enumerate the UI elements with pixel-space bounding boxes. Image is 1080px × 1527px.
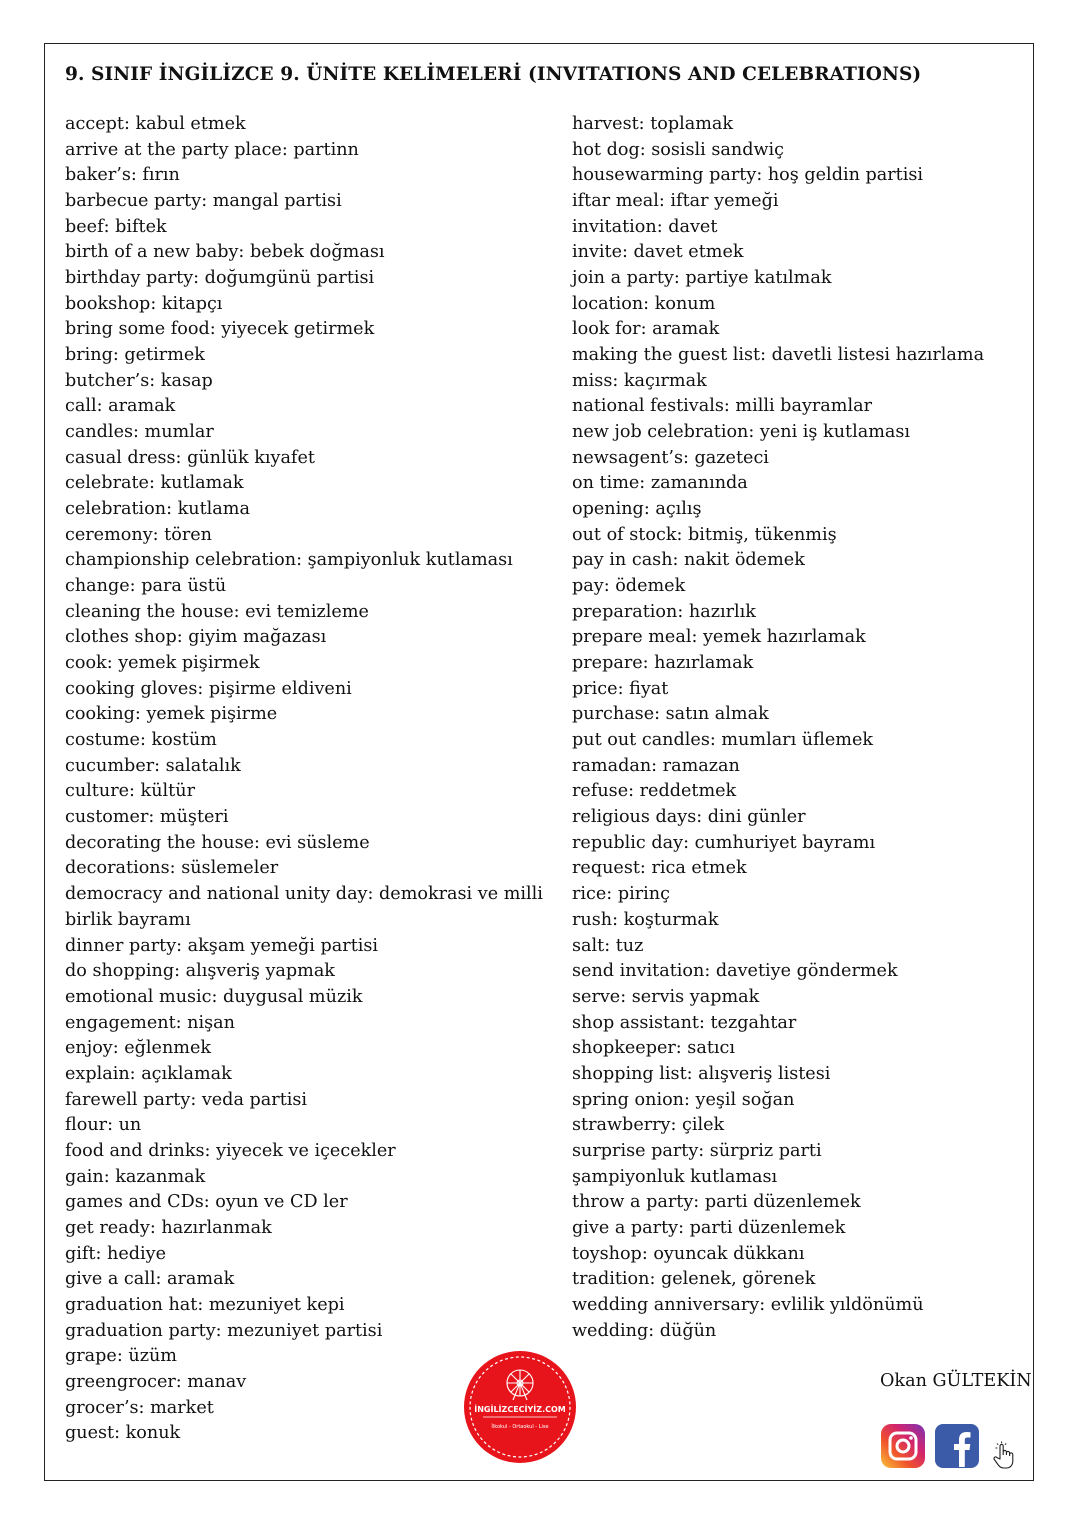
left-vocab-entry: birlik bayramı [65, 909, 191, 930]
left-vocab-entry: customer: müşteri [65, 807, 229, 828]
right-vocab-entry: pay in cash: nakit ödemek [572, 550, 805, 571]
right-vocab-entry: iftar meal: iftar yemeği [572, 191, 779, 212]
right-vocab-entry: prepare: hazırlamak [572, 653, 754, 674]
left-vocab-entry: gift: hediye [65, 1243, 166, 1264]
left-vocab-entry: grape: üzüm [65, 1346, 177, 1367]
left-vocab-entry: arrive at the party place: partinn [65, 139, 359, 160]
right-vocab-entry: strawberry: çilek [572, 1115, 725, 1136]
right-vocab-entry: on time: zamanında [572, 473, 748, 494]
left-vocab-entry: accept: kabul etmek [65, 114, 246, 134]
right-vocab-entry: tradition: gelenek, görenek [572, 1269, 816, 1290]
left-vocab-entry: engagement: nişan [65, 1012, 235, 1033]
left-vocab-entry: butcher’s: kasap [65, 370, 213, 391]
instagram-icon[interactable] [880, 1423, 926, 1469]
right-vocab-entry: wedding: düğün [572, 1320, 717, 1341]
right-vocab-entry: give a party: parti düzenlemek [572, 1217, 846, 1238]
left-vocab-entry: gain: kazanmak [65, 1166, 206, 1187]
left-vocab-entry: graduation hat: mezuniyet kepi [65, 1294, 345, 1315]
right-vocab-entry: şampiyonluk kutlaması [572, 1166, 778, 1187]
left-vocab-entry: emotional music: duygusal müzik [65, 986, 363, 1007]
right-vocab-entry: shop assistant: tezgahtar [572, 1012, 797, 1033]
left-vocab-entry: cucumber: salatalık [65, 755, 241, 776]
left-vocab-entry: guest: konuk [65, 1423, 181, 1444]
vocabulary-list-right [572, 112, 1012, 1344]
right-vocab-entry: harvest: toplamak [572, 114, 734, 134]
left-vocab-entry: bring: getirmek [65, 345, 205, 366]
facebook-icon[interactable] [934, 1423, 980, 1469]
right-vocab-entry: serve: servis yapmak [572, 986, 760, 1007]
right-vocab-entry: national festivals: milli bayramlar [572, 396, 872, 417]
right-vocab-entry: refuse: reddetmek [572, 781, 737, 802]
right-vocab-entry: ramadan: ramazan [572, 755, 740, 776]
right-vocab-entry: republic day: cumhuriyet bayramı [572, 832, 876, 853]
right-vocab-entry: preparation: hazırlık [572, 601, 756, 622]
right-vocab-entry: opening: açılış [572, 499, 702, 520]
right-vocab-entry: request: rica etmek [572, 858, 747, 879]
right-vocab-entry: invitation: davet [572, 216, 718, 237]
left-vocab-entry: cooking: yemek pişirme [65, 704, 278, 725]
left-vocab-entry: graduation party: mezuniyet partisi [65, 1320, 383, 1341]
right-vocab-entry: miss: kaçırmak [572, 370, 707, 391]
right-vocab-entry: surprise party: sürpriz parti [572, 1140, 822, 1161]
left-vocab-entry: call: aramak [65, 396, 176, 417]
right-vocab-entry: put out candles: mumları üflemek [572, 730, 874, 751]
right-vocab-entry: join a party: partiye katılmak [572, 268, 832, 289]
left-vocab-entry: food and drinks: yiyecek ve içecekler [65, 1140, 396, 1161]
left-vocab-entry: culture: kültür [65, 781, 195, 802]
left-vocab-entry: decorations: süslemeler [65, 858, 279, 879]
right-vocab-entry: price: fiyat [572, 678, 669, 699]
hand-pointer-icon [991, 1441, 1019, 1471]
right-vocab-entry: hot dog: sosisli sandwiç [572, 139, 785, 160]
right-vocab-entry: pay: ödemek [572, 576, 686, 597]
left-vocab-entry: cook: yemek pişirmek [65, 653, 260, 674]
left-vocab-entry: championship celebration: şampiyonluk kutlaması [65, 550, 513, 571]
left-vocab-entry: celebration: kutlama [65, 499, 250, 520]
left-vocab-entry: casual dress: günlük kıyafet [65, 447, 315, 468]
left-vocab-entry: bring some food: yiyecek getirmek [65, 319, 375, 340]
left-vocab-entry: clothes shop: giyim mağazası [65, 627, 327, 648]
right-vocab-entry: shopping list: alışveriş listesi [572, 1063, 831, 1084]
page-title: 9. SINIF İNGİLİZCE 9. ÜNİTE KELİMELERİ (INVITATIONS AND CELEBRATIONS) [65, 64, 922, 85]
left-vocab-entry: ceremony: tören [65, 524, 212, 545]
left-vocab-entry: candles: mumlar [65, 422, 214, 443]
right-vocab-entry: salt: tuz [572, 935, 644, 956]
right-vocab-entry: new job celebration: yeni iş kutlaması [572, 422, 911, 443]
right-vocab-entry: wedding anniversary: evlilik yıldönümü [572, 1294, 924, 1315]
left-vocab-entry: barbecue party: mangal partisi [65, 191, 342, 212]
left-vocab-entry: change: para üstü [65, 576, 227, 597]
left-vocab-entry: birthday party: doğumgünü partisi [65, 268, 375, 289]
left-vocab-entry: games and CDs: oyun ve CD ler [65, 1192, 348, 1213]
right-vocab-entry: throw a party: parti düzenlemek [572, 1192, 861, 1213]
left-vocab-entry: greengrocer: manav [65, 1371, 247, 1392]
left-vocab-entry: farewell party: veda partisi [65, 1089, 308, 1110]
left-vocab-entry: get ready: hazırlanmak [65, 1217, 272, 1238]
left-vocab-entry: democracy and national unity day: demokrasi ve milli [65, 884, 543, 905]
right-vocab-entry: location: konum [572, 293, 716, 314]
right-vocab-entry: toyshop: oyuncak dükkanı [572, 1243, 805, 1264]
left-vocab-entry: costume: kostüm [65, 730, 217, 751]
left-vocab-entry: birth of a new baby: bebek doğması [65, 242, 385, 263]
logo-subtext: İlkokul - Ortaokul - Lise [491, 1424, 549, 1430]
left-vocab-entry: celebrate: kutlamak [65, 473, 244, 494]
right-vocab-entry: purchase: satın almak [572, 704, 769, 725]
right-vocab-entry: spring onion: yeşil soğan [572, 1089, 795, 1110]
right-vocab-entry: look for: aramak [572, 319, 720, 340]
left-vocab-entry: cleaning the house: evi temizleme [65, 601, 369, 622]
right-vocab-entry: prepare meal: yemek hazırlamak [572, 627, 866, 648]
left-vocab-entry: beef: biftek [65, 216, 167, 237]
left-vocab-entry: decorating the house: evi süsleme [65, 832, 370, 853]
left-vocab-entry: explain: açıklamak [65, 1063, 232, 1084]
right-vocab-entry: invite: davet etmek [572, 242, 744, 263]
left-vocab-entry: baker’s: fırın [65, 165, 180, 186]
right-vocab-entry: making the guest list: davetli listesi hazırlama [572, 345, 985, 366]
left-vocab-entry: give a call: aramak [65, 1269, 235, 1290]
left-vocab-entry: enjoy: eğlenmek [65, 1038, 212, 1059]
site-logo[interactable] [463, 1350, 577, 1464]
left-vocab-entry: bookshop: kitapçı [65, 293, 223, 314]
right-vocab-entry: religious days: dini günler [572, 807, 806, 828]
right-vocab-entry: rice: pirinç [572, 884, 670, 905]
right-vocab-entry: shopkeeper: satıcı [572, 1038, 735, 1059]
left-vocab-entry: dinner party: akşam yemeği partisi [65, 935, 379, 956]
right-vocab-entry: send invitation: davetiye göndermek [572, 961, 898, 982]
right-vocab-entry: out of stock: bitmiş, tükenmiş [572, 524, 837, 545]
right-vocab-entry: newsagent’s: gazeteci [572, 447, 769, 468]
left-vocab-entry: cooking gloves: pişirme eldiveni [65, 678, 352, 699]
left-vocab-entry: grocer’s: market [65, 1397, 214, 1418]
author-name: Okan GÜLTEKİN [880, 1371, 1032, 1391]
right-vocab-entry: housewarming party: hoş geldin partisi [572, 165, 924, 186]
right-vocab-entry: rush: koşturmak [572, 909, 719, 930]
left-vocab-entry: flour: un [65, 1115, 142, 1136]
left-vocab-entry: do shopping: alışveriş yapmak [65, 961, 335, 982]
logo-text: İNGİLİZCECİYİZ.COM [474, 1405, 566, 1414]
